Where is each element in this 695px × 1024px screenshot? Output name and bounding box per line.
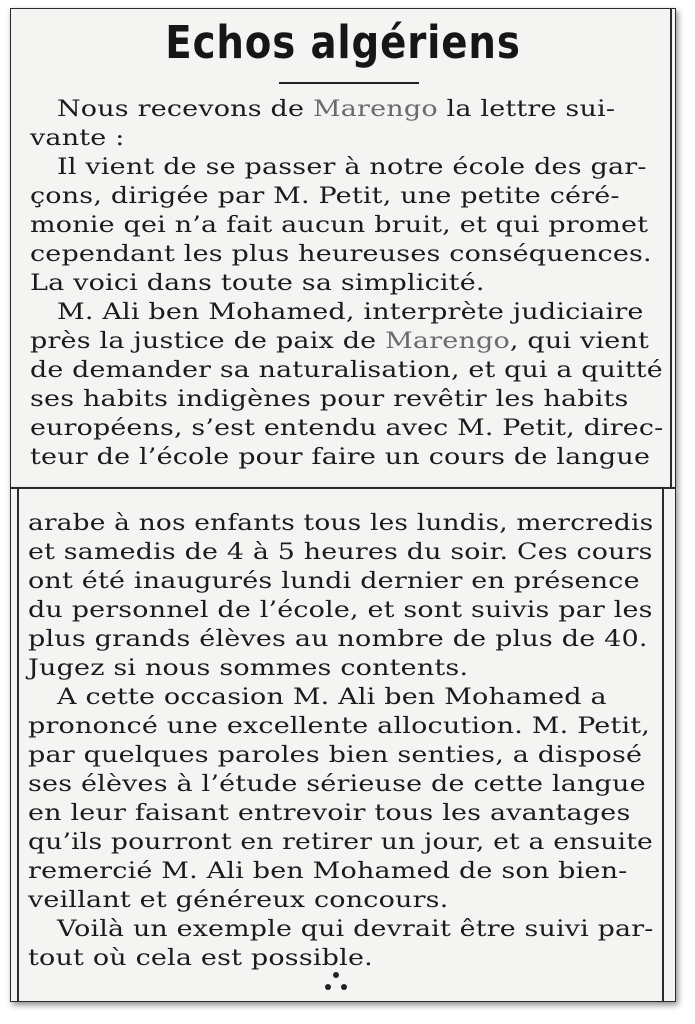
text-line-9: près la justice de paix de Marengo, qui vient <box>30 328 650 354</box>
text-line-8: M. Ali ben Mohamed, interprète judiciaire <box>57 299 644 325</box>
place-name: Marengo <box>312 96 438 122</box>
text-line-14: arabe à nos enfants tous les lundis, mercredis <box>28 510 654 536</box>
text-line-19: Jugez si nous sommes contents. <box>28 655 469 681</box>
article-title: Echos algériens <box>165 16 521 69</box>
text-line-4: çons, dirigée par M. Petit, une petite céré- <box>30 183 620 209</box>
text-line-6: cependant les plus heureuses conséquences. <box>30 241 652 267</box>
text-line-12: européens, s’est entendu avec M. Petit, direc- <box>30 415 664 441</box>
column-rule <box>670 9 672 487</box>
text-line-1: Nous recevons de Marengo la lettre sui- <box>57 96 616 122</box>
text-line-25: qu’ils pourront en retirer un jour, et a ensuite <box>28 829 653 855</box>
column-rule <box>17 489 19 1001</box>
text-line-24: en leur faisant entrevoir tous les avantages <box>28 800 631 826</box>
text-line-17: du personnel de l’école, et sont suivis par les <box>28 597 653 623</box>
title-underline <box>279 82 419 84</box>
text-line-13: teur de l’école pour faire un cours de langue <box>30 444 651 470</box>
text-line-5: monie qei n’a fait aucun bruit, et qui promet <box>30 212 649 238</box>
text-line-10: de demander sa naturalisation, et qui a quitté <box>30 357 663 383</box>
text-line-27: veillant et généreux concours. <box>28 887 449 913</box>
text-line-11: ses habits indigènes pour revêtir les habits <box>30 386 629 412</box>
text-line-21: prononcé une excellente allocution. M. Petit, <box>28 713 651 739</box>
text-line-3: Il vient de se passer à notre école des gar- <box>57 154 647 180</box>
clipping-top <box>10 8 676 488</box>
text-line-22: par quelques paroles bien senties, a disposé <box>28 742 643 768</box>
text-line-23: ses élèves à l’étude sérieuse de cette langue <box>28 771 646 797</box>
text-line-16: ont été inaugurés lundi dernier en présence <box>28 568 640 594</box>
clipping-bottom <box>10 488 676 1002</box>
text-line-18: plus grands élèves au nombre de plus de 40. <box>28 626 648 652</box>
text-line-15: et samedis de 4 à 5 heures du soir. Ces cours <box>28 539 653 565</box>
text-line-7: La voici dans toute sa simplicité. <box>30 270 485 296</box>
text-line-28: Voilà un exemple qui devrait être suivi par- <box>57 916 654 942</box>
text-line-29: tout où cela est possible. <box>28 945 373 971</box>
column-rule <box>662 489 664 1001</box>
text-line-20: A cette occasion M. Ali ben Mohamed a <box>57 684 607 710</box>
text-line-26: remercié M. Ali ben Mohamed de son bien- <box>28 858 628 884</box>
text-line-2: vante : <box>30 125 125 151</box>
asterism-ornament-icon <box>316 968 356 998</box>
place-name: Marengo <box>385 328 510 354</box>
